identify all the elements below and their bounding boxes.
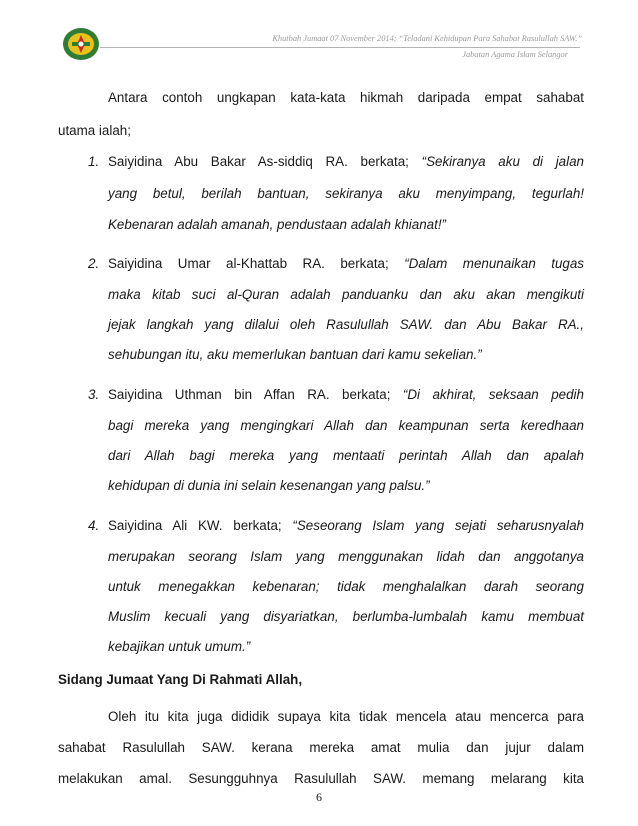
list-item-3-first-line [88, 383, 584, 407]
list-item-speaker: Saiyidina Uthman bin Affan RA. berkata; [108, 387, 391, 402]
list-item-3-line: bagi mereka yang mengingkari Allah dan keampunan serta keredhaan [108, 418, 584, 433]
list-item-4-line: merupakan seorang Islam yang menggunakan lidah dan anggotanya [108, 549, 584, 564]
list-item-1-line: yang betul, berilah bantuan, sekiranya aku menyimpang, tegurlah! [108, 186, 584, 201]
list-item-4-line: kebajikan untuk umum.” [108, 639, 251, 654]
list-item-4-first-line [88, 514, 584, 538]
list-item-number: 3. [88, 387, 100, 402]
header-title: Khutbah Jumaat 07 November 2014: “Teladani Kehidupan Para Sahabat Rasulullah SAW.” [272, 34, 582, 43]
page-number: 6 [316, 790, 322, 804]
paragraph-line: sahabat Rasulullah SAW. kerana mereka amat mulia dan jujur dalam [58, 740, 584, 755]
list-item-number: 1. [88, 154, 100, 169]
list-item-quote-start: “Sekiranya aku di jalan [421, 154, 584, 169]
paragraph-line: melakukan amal. Sesungguhnya Rasulullah SAW. memang melarang kita [58, 771, 584, 786]
list-item-speaker: Saiyidina Umar al-Khattab RA. berkata; [108, 256, 389, 271]
list-item-speaker: Saiyidina Ali KW. berkata; [108, 518, 282, 533]
list-item-number: 4. [88, 518, 100, 533]
selangor-emblem-logo [62, 27, 100, 61]
list-item-2-first-line [88, 252, 584, 276]
section-heading: Sidang Jumaat Yang Di Rahmati Allah, [58, 672, 303, 687]
list-item-1-first-line [88, 150, 584, 174]
paragraph-line: Oleh itu kita juga dididik supaya kita tidak mencela atau mencerca para [108, 709, 584, 724]
list-item-2-line: jejak langkah yang dilalui oleh Rasulullah SAW. dan Abu Bakar RA., [108, 317, 584, 332]
intro-line-2: utama ialah; [58, 123, 131, 138]
list-item-1-line: Kebenaran adalah amanah, pendustaan adalah khianat!” [108, 217, 447, 232]
list-item-2-line: maka kitab suci al-Quran adalah panduanku dan aku akan mengikuti [108, 287, 584, 302]
list-item-4-line: Muslim kecuali yang disyariatkan, berlumba-lumbalah kamu membuat [108, 609, 584, 624]
header-subtitle: Jabatan Agama Islam Selangor [462, 50, 568, 59]
intro-line-1: Antara contoh ungkapan kata-kata hikmah daripada empat sahabat [108, 90, 584, 105]
list-item-quote-start: “Seseorang Islam yang sejati seharusnyalah [292, 518, 584, 533]
list-item-2-line: sehubungan itu, aku memerlukan bantuan dari kamu sekelian.” [108, 347, 482, 362]
list-item-3-line: dari Allah bagi mereka yang mentaati perintah Allah dan apalah [108, 448, 584, 463]
list-item-number: 2. [88, 256, 100, 271]
list-item-quote-start: “Dalam menunaikan tugas [404, 256, 584, 271]
list-item-speaker: Saiyidina Abu Bakar As-siddiq RA. berkata; [108, 154, 409, 169]
list-item-4-line: untuk menegakkan kebenaran; tidak menghalalkan darah seorang [108, 579, 584, 594]
list-item-3-line: kehidupan di dunia ini selain kesenangan yang palsu.” [108, 478, 430, 493]
header-divider [100, 47, 580, 48]
list-item-quote-start: “Di akhirat, seksaan pedih [402, 387, 584, 402]
